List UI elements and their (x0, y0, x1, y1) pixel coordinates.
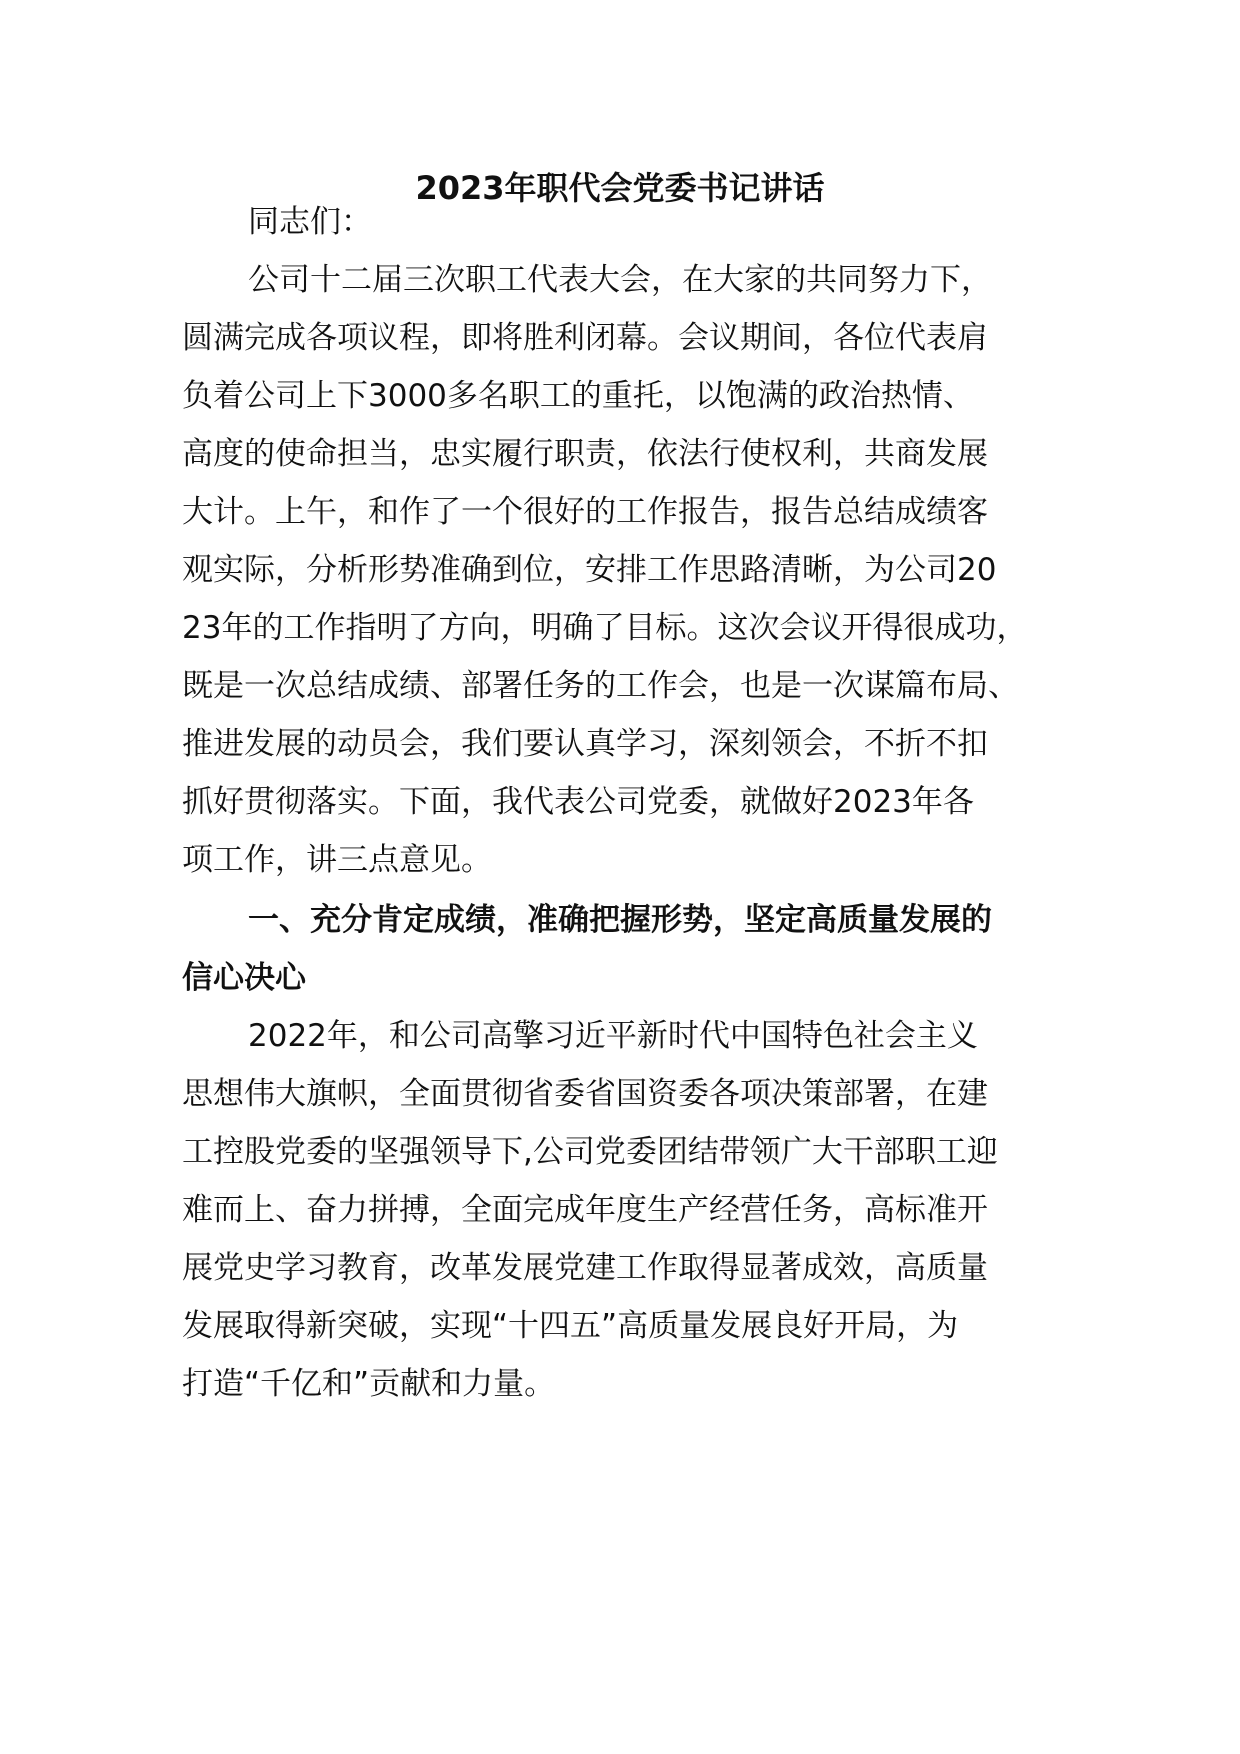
paragraph-1-line-2: 圆满完成各项议程，即将胜利闭幕。会议期间，各位代表肩 (182, 320, 988, 356)
paragraph-1-line-10: 抓好贯彻落实。下面，我代表公司党委，就做好2023年各 (182, 784, 974, 820)
document-title: 2023年职代会党委书记讲话 (415, 169, 825, 207)
paragraph-2-line-4: 难而上、奋力拼搏，全面完成年度生产经营任务，高标准开 (182, 1192, 988, 1228)
section-heading-1-line-2: 信心决心 (182, 960, 306, 996)
paragraph-2-line-3: 工控股党委的坚强领导下,公司党委团结带领广大干部职工迎 (182, 1134, 998, 1170)
paragraph-1-line-6: 观实际，分析形势准确到位，安排工作思路清晰，为公司20 (182, 552, 997, 588)
section-heading-1-line-1: 一、充分肯定成绩，准确把握形势，坚定高质量发展的 (248, 902, 992, 938)
paragraph-1-line-5: 大计。上午，和作了一个很好的工作报告，报告总结成绩客 (182, 494, 988, 530)
paragraph-2-line-7: 打造“千亿和”贡献和力量。 (182, 1366, 556, 1402)
paragraph-2-line-2: 思想伟大旗帜，全面贯彻省委省国资委各项决策部署，在建 (182, 1076, 988, 1112)
paragraph-1-line-9: 推进发展的动员会，我们要认真学习，深刻领会，不折不扣 (182, 726, 988, 762)
paragraph-1-line-3: 负着公司上下3000多名职工的重托，以饱满的政治热情、 (182, 378, 974, 414)
paragraph-2-line-1: 2022年，和公司高擎习近平新时代中国特色社会主义 (248, 1018, 978, 1054)
paragraph-2-line-5: 展党史学习教育，改革发展党建工作取得显著成效，高质量 (182, 1250, 988, 1286)
paragraph-1-line-11: 项工作，讲三点意见。 (182, 842, 492, 878)
paragraph-1-line-7: 23年的工作指明了方向，明确了目标。这次会议开得很成功， (182, 610, 1028, 646)
salutation: 同志们： (248, 204, 372, 240)
paragraph-1-line-8: 既是一次总结成绩、部署任务的工作会，也是一次谋篇布局、 (182, 668, 1019, 704)
paragraph-1-line-4: 高度的使命担当，忠实履行职责，依法行使权利，共商发展 (182, 436, 988, 472)
paragraph-1-line-1: 公司十二届三次职工代表大会，在大家的共同努力下， (248, 262, 992, 298)
paragraph-2-line-6: 发展取得新突破，实现“十四五”高质量发展良好开局，为 (182, 1308, 959, 1344)
